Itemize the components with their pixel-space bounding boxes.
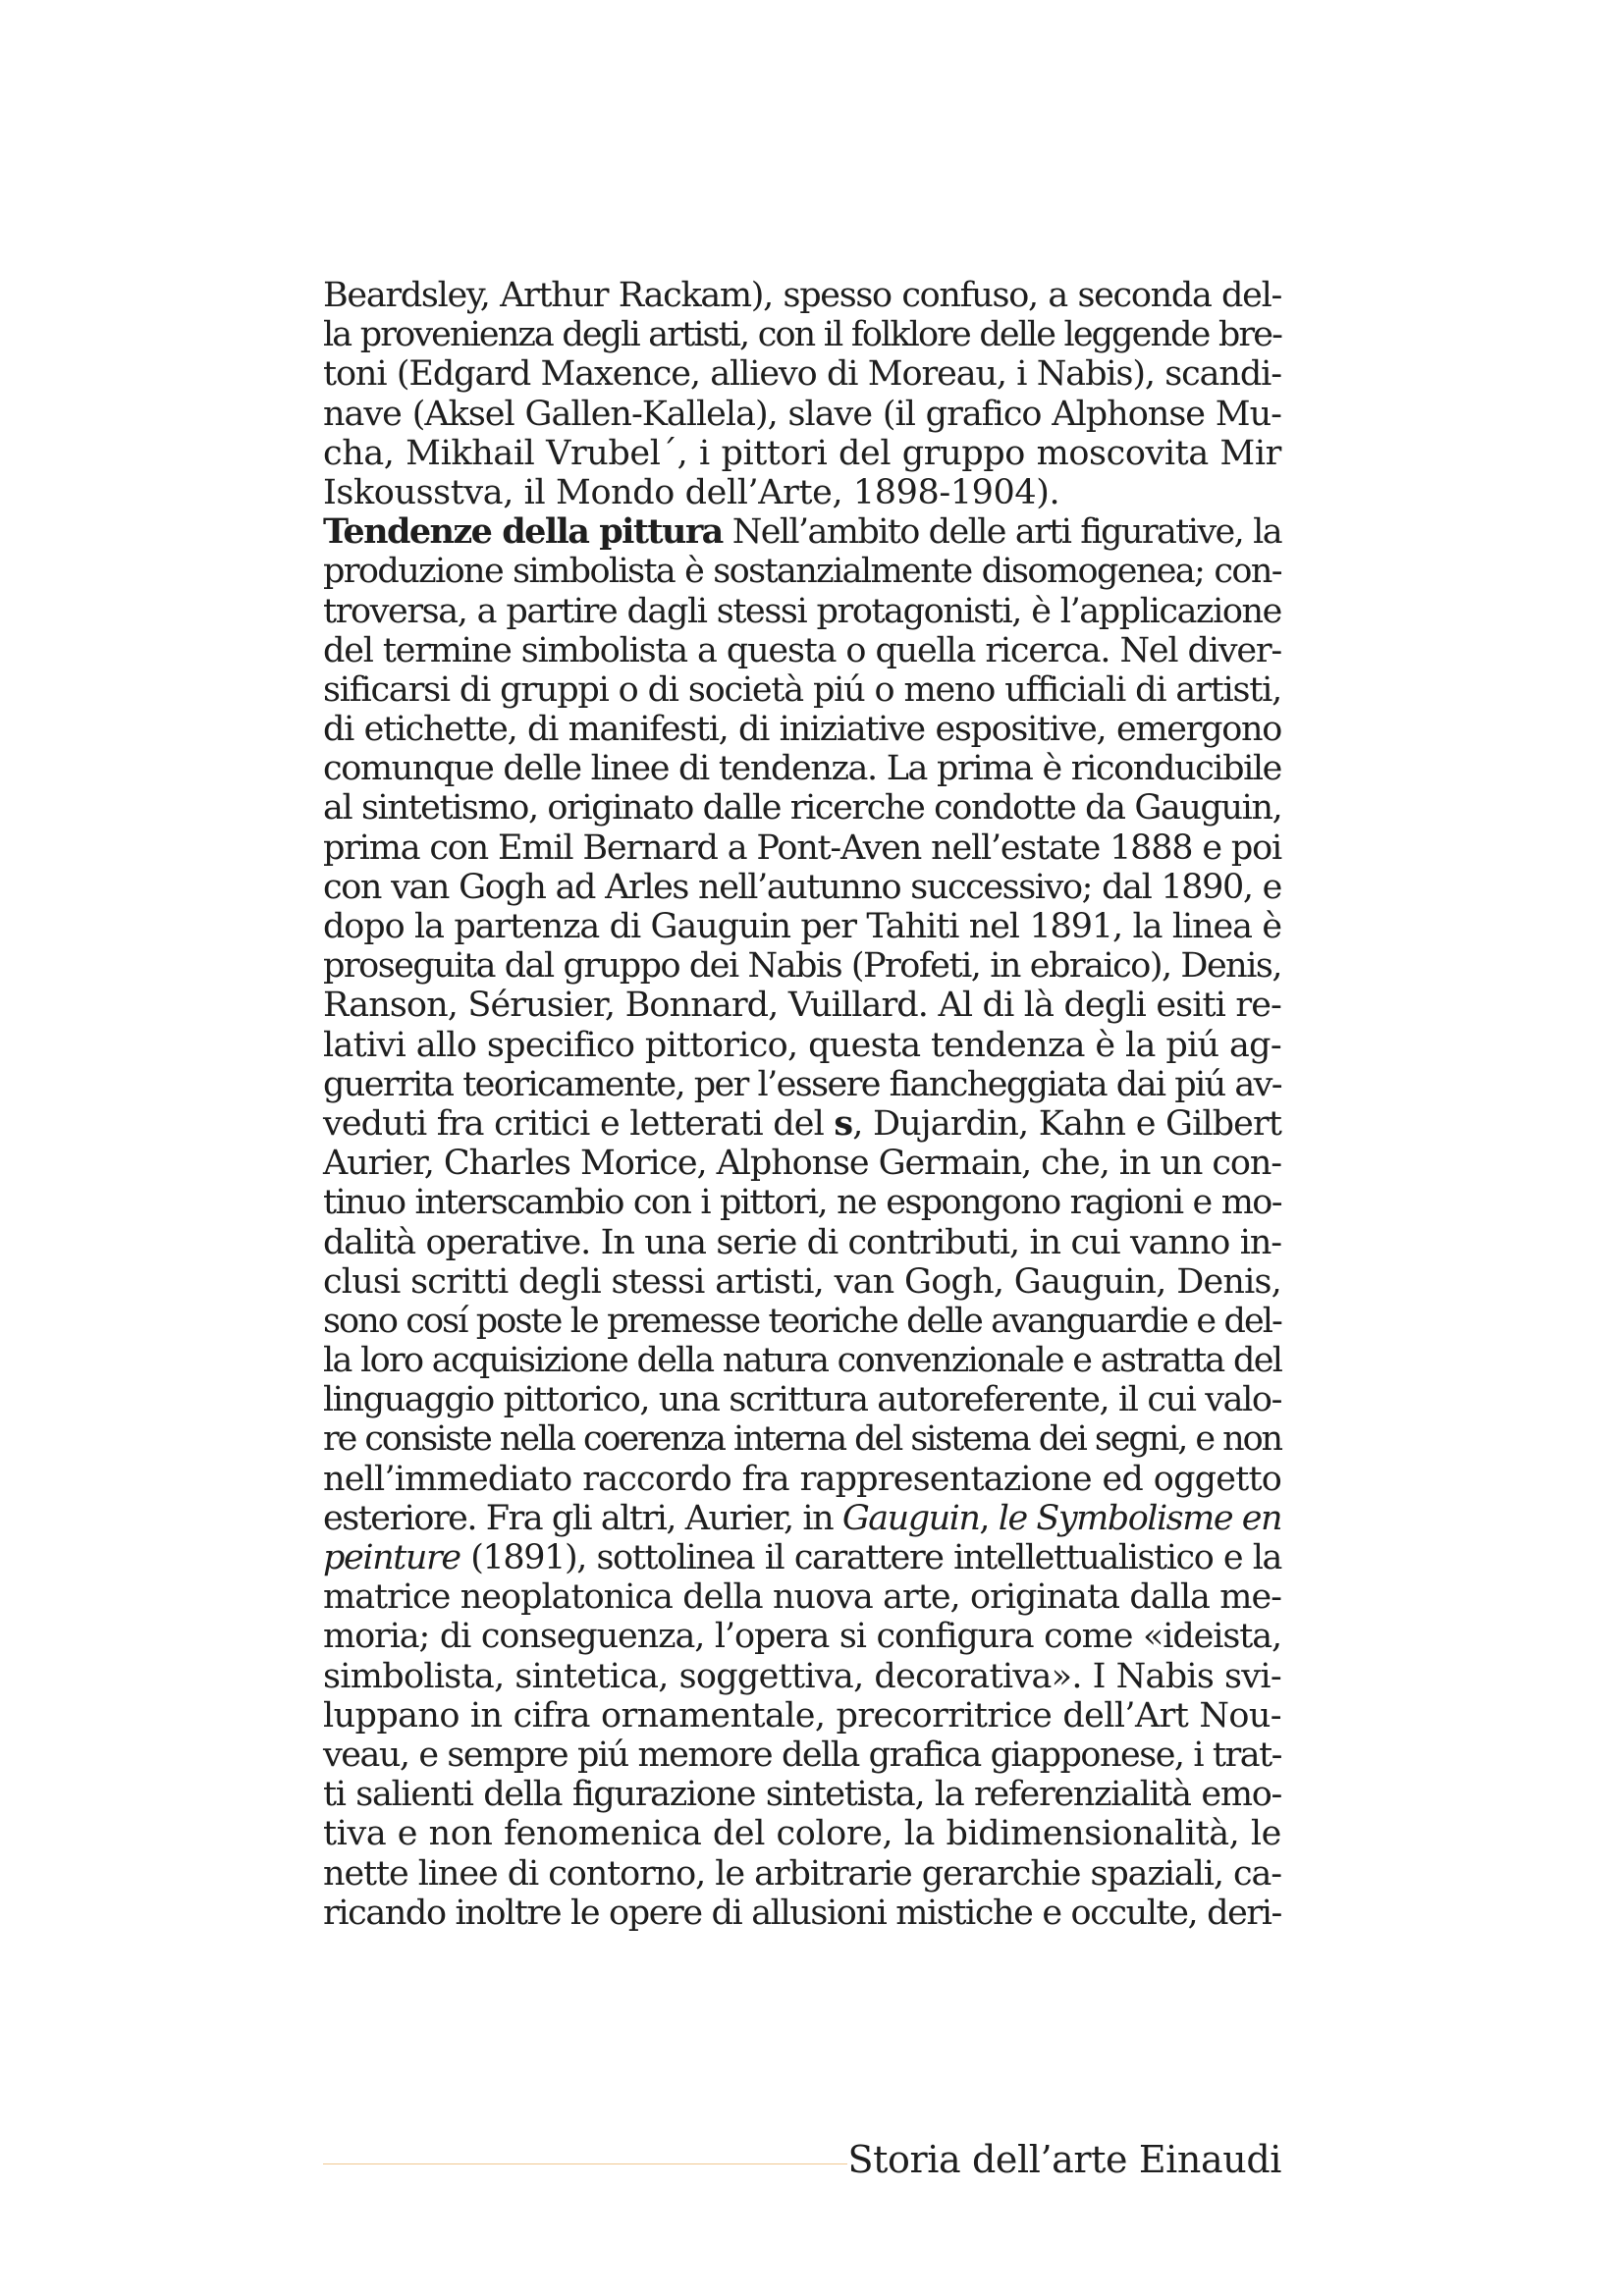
text-run: troversa, a partire dagli stessi protagonisti, è l’applicazione bbox=[323, 591, 1281, 631]
text-line bbox=[323, 276, 1281, 315]
italic-text: le Symbolisme en bbox=[998, 1498, 1281, 1538]
italic-text: peinture bbox=[323, 1538, 460, 1577]
text-run: guerrita teoricamente, per l’essere fiancheggiata dai piú av- bbox=[323, 1064, 1281, 1104]
text-line bbox=[323, 1617, 1281, 1656]
text-line bbox=[323, 1577, 1281, 1617]
text-line bbox=[323, 434, 1281, 473]
text-line bbox=[323, 631, 1281, 670]
text-line bbox=[323, 1183, 1281, 1222]
bold-text: Tendenze della pittura bbox=[323, 511, 723, 553]
text-run: la loro acquisizione della natura convenzionale e astratta del bbox=[323, 1341, 1282, 1381]
text-line bbox=[323, 354, 1281, 394]
text-run: tiva e non fenomenica del colore, la bidimensionalità, le bbox=[323, 1814, 1281, 1854]
text-run: proseguita dal gruppo dei Nabis (Profeti, in ebraico), Denis, bbox=[323, 946, 1281, 987]
text-line bbox=[323, 670, 1281, 710]
text-run: tinuo interscambio con i pittori, ne espongono ragioni e mo- bbox=[323, 1183, 1281, 1223]
text-run: esteriore. Fra gli altri, Aurier, in bbox=[323, 1498, 842, 1538]
text-line bbox=[323, 315, 1281, 354]
text-run: toni (Edgard Maxence, allievo di Moreau, i Nabis), scandi- bbox=[323, 354, 1281, 395]
text-line bbox=[323, 1262, 1281, 1302]
text-run: Beardsley, Arthur Rackam), spesso confuso, a seconda del- bbox=[323, 276, 1281, 315]
text-run: cha, Mikhail Vrubel´, i pittori del gruppo moscovita Mir bbox=[323, 433, 1281, 473]
text-line bbox=[323, 1026, 1281, 1065]
text-run: Aurier, Charles Morice, Alphonse Germain, che, in un con- bbox=[323, 1144, 1281, 1184]
text-line bbox=[323, 710, 1281, 749]
text-line bbox=[323, 1144, 1281, 1183]
text-line bbox=[323, 1538, 1281, 1577]
text-line bbox=[323, 592, 1281, 631]
text-line bbox=[323, 1814, 1281, 1853]
text-run: prima con Emil Bernard a Pont-Aven nell’estate 1888 e poi bbox=[323, 828, 1281, 868]
text-run: al sintetismo, originato dalle ricerche condotte da Gauguin, bbox=[323, 788, 1282, 828]
text-run: ti salienti della figurazione sintetista, la referenzialità emo- bbox=[323, 1775, 1281, 1815]
text-line bbox=[323, 1696, 1281, 1735]
text-run: lativi allo specifico pittorico, questa tendenza è la piú ag- bbox=[323, 1025, 1281, 1065]
text-run: moria; di conseguenza, l’opera si configura come «ideista, bbox=[323, 1617, 1281, 1657]
text-line bbox=[323, 1657, 1281, 1696]
text-run: nette linee di contorno, le arbitrarie gerarchie spaziali, ca- bbox=[323, 1853, 1281, 1894]
text-line bbox=[323, 828, 1281, 868]
text-line bbox=[323, 395, 1281, 434]
text-run: veau, e sempre piú memore della grafica giapponese, i trat- bbox=[323, 1735, 1281, 1775]
text-run: veduti fra critici e letterati del bbox=[323, 1103, 835, 1144]
text-run: dalità operative. In una serie di contributi, in cui vanno in- bbox=[323, 1222, 1281, 1262]
text-line bbox=[323, 1775, 1281, 1814]
text-run: la provenienza degli artisti, con il folklore delle leggende bre- bbox=[323, 315, 1281, 355]
text-run: sono cosí poste le premesse teoriche delle avanguardie e del- bbox=[323, 1301, 1281, 1341]
text-run: ricando inoltre le opere di allusioni mistiche e occulte, deri- bbox=[323, 1893, 1281, 1933]
text-run: linguaggio pittorico, una scrittura autoreferente, il cui valo- bbox=[323, 1380, 1281, 1420]
footer-rule bbox=[323, 2163, 847, 2164]
text-line bbox=[323, 473, 1281, 512]
text-run: Nell’ambito delle arti figurative, la bbox=[722, 512, 1281, 553]
text-line bbox=[323, 1302, 1281, 1341]
body-text bbox=[323, 276, 1281, 1933]
text-line bbox=[323, 986, 1281, 1025]
text-line bbox=[323, 907, 1281, 946]
text-run: con van Gogh ad Arles nell’autunno successivo; dal 1890, e bbox=[323, 867, 1281, 907]
footer-title: Storia dell’arte Einaudi bbox=[847, 2138, 1281, 2181]
text-line bbox=[323, 1341, 1281, 1380]
text-run: clusi scritti degli stessi artisti, van Gogh, Gauguin, Denis, bbox=[323, 1261, 1281, 1302]
text-line bbox=[323, 1380, 1281, 1419]
text-run: , bbox=[979, 1498, 999, 1538]
text-line bbox=[323, 868, 1281, 907]
text-run: comunque delle linee di tendenza. La prima è riconducibile bbox=[323, 749, 1281, 789]
text-run: produzione simbolista è sostanzialmente disomogenea; con- bbox=[323, 552, 1281, 592]
text-run: simbolista, sintetica, soggettiva, decorativa». I Nabis svi- bbox=[323, 1656, 1281, 1696]
text-line bbox=[323, 512, 1281, 552]
text-line bbox=[323, 788, 1281, 828]
text-line bbox=[323, 1065, 1281, 1104]
text-run: luppano in cifra ornamentale, precorritrice dell’Art Nou- bbox=[323, 1695, 1281, 1735]
text-run: dopo la partenza di Gauguin per Tahiti nel 1891, la linea è bbox=[323, 907, 1281, 946]
text-line bbox=[323, 1894, 1281, 1933]
text-run: sificarsi di gruppi o di società piú o meno ufficiali di artisti, bbox=[323, 669, 1281, 710]
text-run: Iskousstva, il Mondo dell’Arte, 1898-1904). bbox=[323, 472, 1060, 512]
text-line bbox=[323, 1223, 1281, 1262]
text-line bbox=[323, 1460, 1281, 1499]
text-line bbox=[323, 1419, 1281, 1459]
text-line bbox=[323, 1499, 1281, 1538]
text-run: (1891), sottolinea il carattere intellettualistico e la bbox=[460, 1538, 1281, 1577]
text-line bbox=[323, 552, 1281, 591]
text-run: nave (Aksel Gallen-Kallela), slave (il grafico Alphonse Mu- bbox=[323, 394, 1281, 434]
text-line bbox=[323, 1735, 1281, 1775]
text-run: del termine simbolista a questa o quella ricerca. Nel diver- bbox=[323, 630, 1281, 670]
text-run: di etichette, di manifesti, di iniziative espositive, emergono bbox=[323, 710, 1281, 750]
text-line bbox=[323, 1104, 1281, 1144]
text-run: matrice neoplatonica della nuova arte, originata dalla me- bbox=[323, 1577, 1281, 1618]
text-line bbox=[323, 749, 1281, 788]
text-run: Ranson, Sérusier, Bonnard, Vuillard. Al di là degli esiti re- bbox=[323, 986, 1281, 1026]
text-run: , Dujardin, Kahn e Gilbert bbox=[852, 1103, 1281, 1144]
bold-text: s bbox=[834, 1102, 853, 1144]
italic-text: Gauguin bbox=[841, 1498, 980, 1538]
text-line bbox=[323, 1854, 1281, 1894]
text-line bbox=[323, 946, 1281, 986]
text-run: re consiste nella coerenza interna del sistema dei segni, e non bbox=[323, 1419, 1281, 1460]
text-run: nell’immediato raccordo fra rappresentazione ed oggetto bbox=[323, 1459, 1281, 1499]
